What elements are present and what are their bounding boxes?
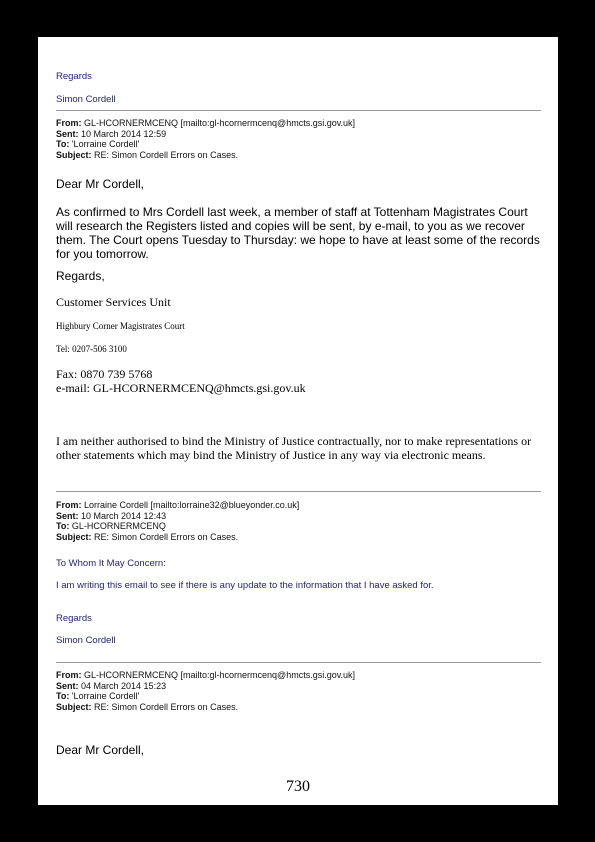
page-number: 730 <box>286 778 310 795</box>
subject-label: Subject: <box>56 149 92 160</box>
body-paragraph: As confirmed to Mrs Cordell last week, a member of staff at Tottenham Magistrates Court will research the Registers listed and copies will be sent, by e-mail, to you as we recover them. The Court opens Tuesday to Thursday: we hope to have at least some of the records for you tomorrow. <box>56 205 540 261</box>
document-page <box>38 37 558 805</box>
sent-value: 04 March 2014 15:23 <box>81 680 167 691</box>
subject-value: RE: Simon Cordell Errors on Cases. <box>94 149 239 160</box>
email-header <box>56 670 355 712</box>
disclaimer: I am neither authorised to bind the Ministry of Justice contractually, nor to make representations or other statements which may bind the Ministry of Justice in any way via electronic means. <box>56 434 532 462</box>
sender-name: Simon Cordell <box>56 635 116 646</box>
to-value: 'Lorraine Cordell' <box>71 139 140 149</box>
regards: Regards, <box>56 269 105 283</box>
top-regards: Regards <box>56 71 92 82</box>
email-header <box>56 118 355 160</box>
subject-label: Subject: <box>56 531 92 542</box>
sent-label: Sent: <box>56 680 79 691</box>
to-label: To: <box>56 139 70 149</box>
from-label: From: <box>56 118 82 128</box>
regards: Regards <box>56 613 92 624</box>
from-value: GL-HCORNERMCENQ [mailto:gl-hcornermcenq@hmcts.gsi.gov.uk] <box>84 118 356 128</box>
fax: Fax: 0870 739 5768 <box>56 367 153 381</box>
to-label: To: <box>56 691 70 701</box>
to-value: 'Lorraine Cordell' <box>71 691 140 701</box>
subject-label: Subject: <box>56 701 92 712</box>
unit-name: Customer Services Unit <box>56 295 171 309</box>
email-address: e-mail: GL-HCORNERMCENQ@hmcts.gsi.gov.uk <box>56 381 306 395</box>
to-value: GL-HCORNERMCENQ <box>71 521 166 531</box>
from-value: GL-HCORNERMCENQ [mailto:gl-hcornermcenq@hmcts.gsi.gov.uk] <box>84 670 356 680</box>
subject-value: RE: Simon Cordell Errors on Cases. <box>94 531 239 542</box>
email-header <box>56 500 299 542</box>
top-name: Simon Cordell <box>56 94 116 105</box>
sent-label: Sent: <box>56 510 79 521</box>
divider <box>56 662 541 663</box>
divider <box>56 491 541 492</box>
to-label: To: <box>56 521 70 531</box>
greeting: Dear Mr Cordell, <box>56 743 145 757</box>
from-value: Lorraine Cordell [mailto:lorraine32@blueyonder.co.uk] <box>84 500 300 510</box>
telephone: Tel: 0207-506 3100 <box>56 344 127 354</box>
divider <box>56 110 541 111</box>
from-label: From: <box>56 670 82 680</box>
court-name: Highbury Corner Magistrates Court <box>56 321 185 331</box>
greeting: Dear Mr Cordell, <box>56 177 145 191</box>
subject-value: RE: Simon Cordell Errors on Cases. <box>94 701 239 712</box>
greeting: To Whom It May Concern: <box>56 558 166 569</box>
sent-label: Sent: <box>56 128 79 139</box>
from-label: From: <box>56 500 82 510</box>
sent-value: 10 March 2014 12:43 <box>81 510 167 521</box>
sent-value: 10 March 2014 12:59 <box>81 128 167 139</box>
body-paragraph: I am writing this email to see if there is any update to the information that I have asked for. <box>56 580 434 591</box>
